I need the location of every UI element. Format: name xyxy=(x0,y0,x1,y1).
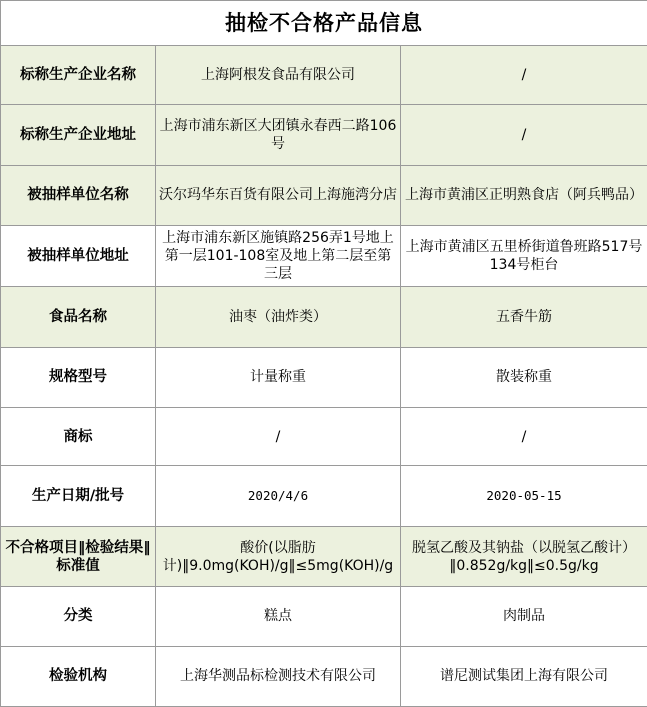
cell-sample-1: 油枣（油炸类） xyxy=(156,287,401,347)
table-row xyxy=(1,646,647,706)
cell-sample-1: 上海市浦东新区施镇路256弄1号地上第一层101-108室及地上第二层至第三层 xyxy=(156,226,401,287)
row-label: 商标 xyxy=(1,408,156,466)
cell-sample-1: 上海市浦东新区大团镇永春西二路106号 xyxy=(156,105,401,165)
cell-sample-2: 五香牛筋 xyxy=(401,287,647,347)
cell-sample-2: / xyxy=(401,105,647,165)
cell-sample-1: 上海华测品标检测技术有限公司 xyxy=(156,646,401,706)
row-label: 标称生产企业地址 xyxy=(1,105,156,165)
row-label: 检验机构 xyxy=(1,646,156,706)
cell-sample-1: 酸价(以脂肪计)‖9.0mg(KOH)/g‖≤5mg(KOH)/g xyxy=(156,526,401,586)
cell-sample-2: 散装称重 xyxy=(401,347,647,407)
row-label: 规格型号 xyxy=(1,347,156,407)
cell-sample-1: 沃尔玛华东百货有限公司上海施湾分店 xyxy=(156,165,401,225)
table-row xyxy=(1,46,647,105)
table-row xyxy=(1,347,647,407)
table-row xyxy=(1,466,647,526)
cell-sample-1: 2020/4/6 xyxy=(156,466,401,526)
cell-sample-2: / xyxy=(401,46,647,105)
cell-sample-2: 2020-05-15 xyxy=(401,466,647,526)
table-row xyxy=(1,165,647,225)
row-label: 分类 xyxy=(1,587,156,646)
table-row xyxy=(1,587,647,646)
table-row xyxy=(1,287,647,347)
table-row xyxy=(1,526,647,586)
row-label: 被抽样单位地址 xyxy=(1,226,156,287)
cell-sample-2: 谱尼测试集团上海有限公司 xyxy=(401,646,647,706)
cell-sample-2: 脱氢乙酸及其钠盐（以脱氢乙酸计）‖0.852g/kg‖≤0.5g/kg xyxy=(401,526,647,586)
table-title: 抽检不合格产品信息 xyxy=(1,1,647,46)
cell-sample-1: 上海阿根发食品有限公司 xyxy=(156,46,401,105)
cell-sample-2: 肉制品 xyxy=(401,587,647,646)
cell-sample-2: 上海市黄浦区五里桥街道鲁班路517号134号柜台 xyxy=(401,226,647,287)
table-row xyxy=(1,408,647,466)
table-row xyxy=(1,226,647,287)
row-label: 食品名称 xyxy=(1,287,156,347)
cell-sample-2: / xyxy=(401,408,647,466)
cell-sample-1: / xyxy=(156,408,401,466)
row-label: 生产日期/批号 xyxy=(1,466,156,526)
cell-sample-1: 糕点 xyxy=(156,587,401,646)
row-label: 被抽样单位名称 xyxy=(1,165,156,225)
cell-sample-1: 计量称重 xyxy=(156,347,401,407)
row-label: 不合格项目‖检验结果‖标准值 xyxy=(1,526,156,586)
row-label: 标称生产企业名称 xyxy=(1,46,156,105)
cell-sample-2: 上海市黄浦区正明熟食店（阿兵鸭品） xyxy=(401,165,647,225)
table-row xyxy=(1,105,647,165)
